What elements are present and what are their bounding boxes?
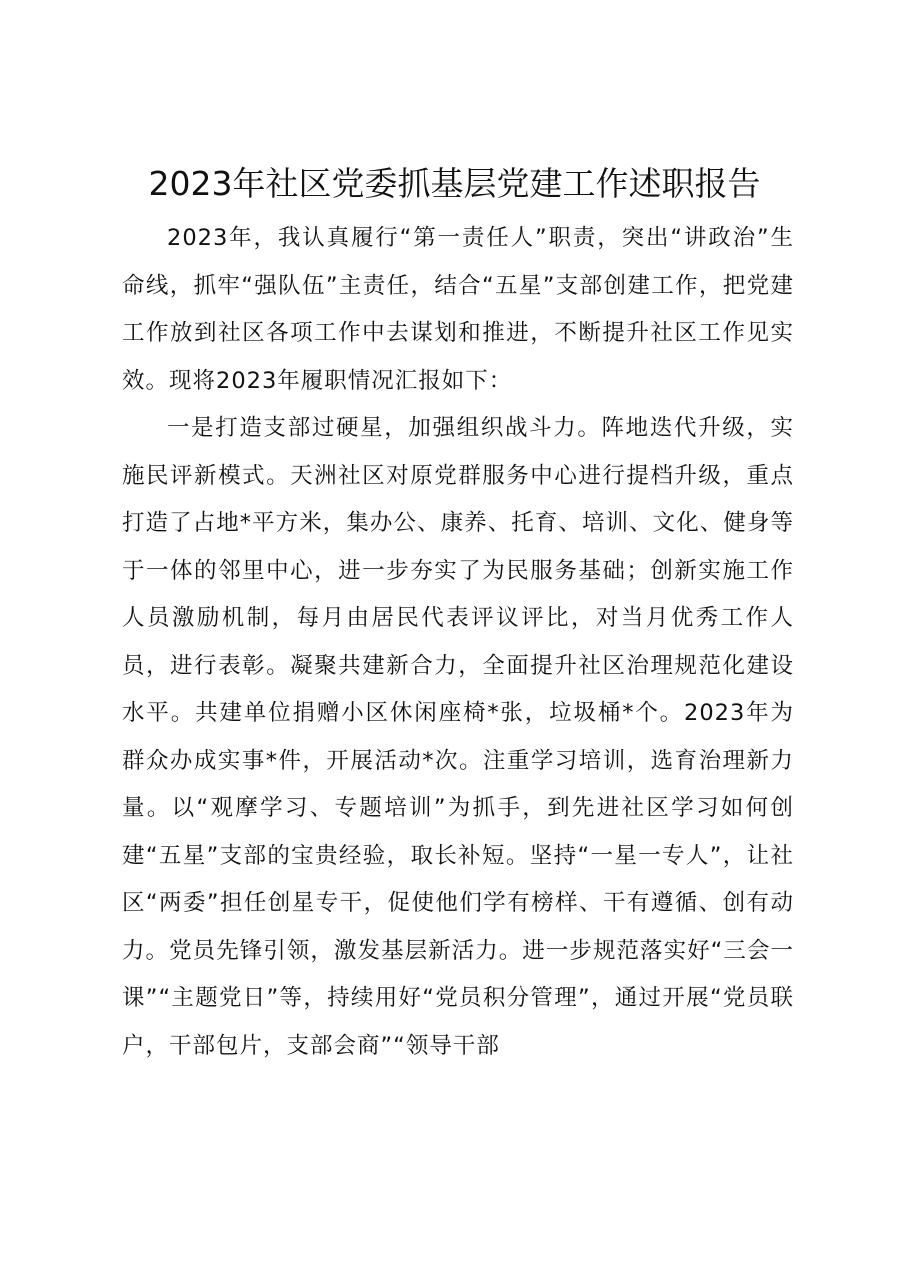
document-title: 2023年社区党委抓基层党建工作述职报告 (148, 164, 761, 203)
document-body (122, 215, 794, 1070)
paragraph-section-one: 一是打造支部过硬星，加强组织战斗力。阵地迭代升级，实施民评新模式。天洲社区对原党群服务中心进行提档升级，重点打造了占地*平方米，集办公、康养、托育、培训、文化、健身等于一体的邻里中心，进一步夯实了为民服务基础；创新实施工作人员激励机制，每月由居民代表评议评比，对当月优秀工作人员，进行表彰。凝聚共建新合力，全面提升社区治理规范化建设水平。共建单位捐赠小区休闲座椅*张，垃圾桶*个。2023年为群众办成实事*件，开展活动*次。注重学习培训，选育治理新力量。以“观摩学习、专题培训”为抓手，到先进社区学习如何创建“五星”支部的宝贵经验，取长补短。坚持“一星一专人”，让社区“两委”担任创星专干，促使他们学有榜样、干有遵循、创有动力。党员先锋引领，激发基层新活力。进一步规范落实好“三会一课”“主题党日”等，持续用好“党员积分管理”，通过开展“党员联户，干部包片，支部会商”“领导干部 (122, 415, 794, 1059)
paragraph-intro: 2023年，我认真履行“第一责任人”职责，突出“讲政治”生命线，抓牢“强队伍”主责任，结合“五星”支部创建工作，把党建工作放到社区各项工作中去谋划和推进，不断提升社区工作见实效。现将2023年履职情况汇报如下： (122, 225, 794, 394)
